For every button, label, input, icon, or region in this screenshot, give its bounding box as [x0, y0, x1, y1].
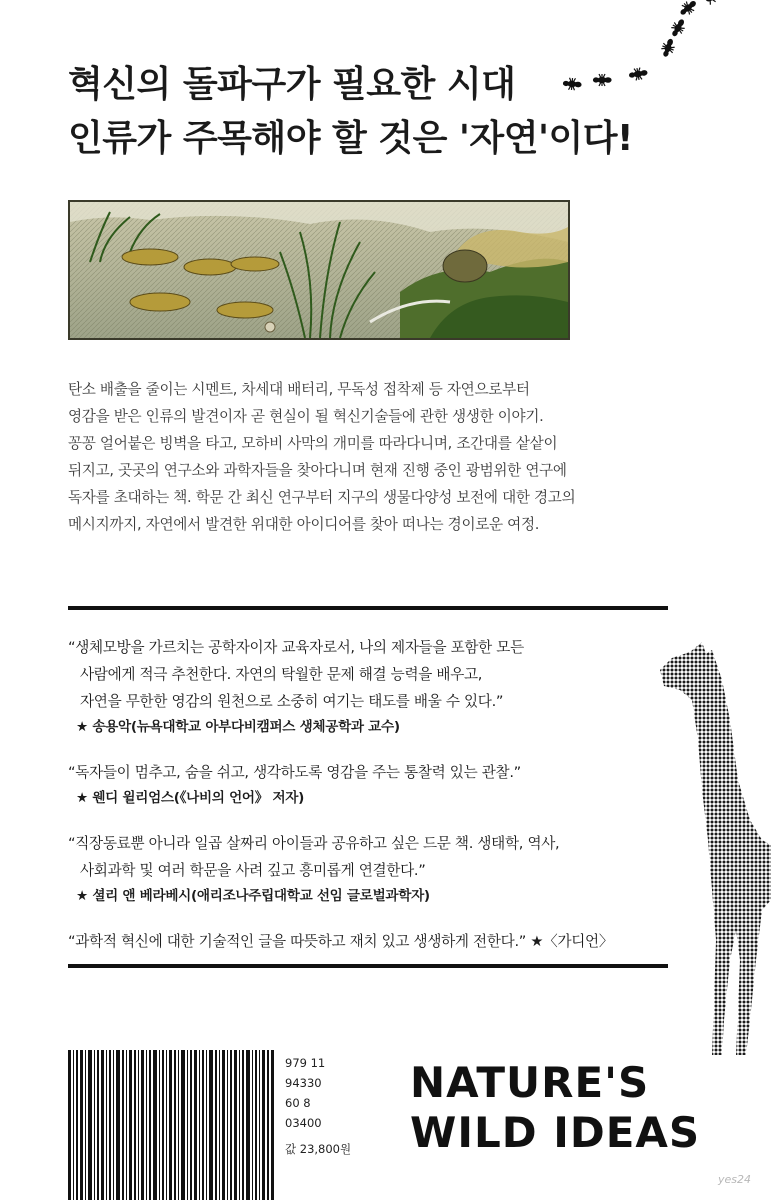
endorsement-quote — [68, 634, 688, 740]
top-divider — [68, 606, 668, 610]
quote-line: “생체모방을 가르치는 공학자이자 교육자로서, 나의 제자들을 포함한 모든 — [68, 639, 524, 656]
endorsement-quote — [68, 830, 688, 909]
isbn-line: 60 8 — [285, 1096, 311, 1110]
endorsement-quote — [68, 928, 688, 955]
isbn-block — [285, 1053, 351, 1159]
quote-line: “과학적 혁신에 대한 기술적인 글을 따뜻하고 재치 있고 생생하게 전한다.” ★〈가디언〉 — [68, 933, 614, 950]
barcode — [68, 1050, 274, 1200]
watermark: yes24 — [718, 1173, 752, 1186]
endorsement-quote — [68, 759, 688, 811]
isbn-line: 979 11 — [285, 1056, 326, 1070]
giraffe-illustration — [650, 640, 771, 1060]
pond-illustration — [68, 200, 570, 340]
isbn-line: 94330 — [285, 1076, 322, 1090]
ant-icon — [669, 17, 688, 38]
headline — [68, 58, 708, 166]
english-title-line-2: WILD IDEAS — [410, 1108, 701, 1157]
quote-line: “직장동료뿐 아니라 일곱 살짜리 아이들과 공유하고 싶은 드문 책. 생태학, 역사, — [68, 835, 560, 852]
description-line: 독자를 초대하는 책. 학문 간 최신 연구부터 지구의 생물다양성 보전에 대한 경고의 — [68, 489, 576, 506]
endorsements — [68, 634, 688, 974]
english-title — [410, 1058, 750, 1158]
quote-source: ★ 송용악(뉴욕대학교 아부다비캠퍼스 생체공학과 교수) — [76, 719, 400, 735]
quote-line: 사회과학 및 여러 학문을 사려 깊고 흥미롭게 연결한다.” — [80, 862, 426, 879]
description-line: 메시지까지, 자연에서 발견한 위대한 아이디어를 찾아 떠나는 경이로운 여정. — [68, 516, 540, 533]
description-line: 영감을 받은 인류의 발견이자 곧 현실이 될 혁신기술들에 관한 생생한 이야기. — [68, 408, 544, 425]
book-description — [68, 376, 688, 538]
headline-line-1: 혁신의 돌파구가 필요한 시대 — [68, 64, 516, 105]
quote-line: “독자들이 멈추고, 숨을 쉬고, 생각하도록 영감을 주는 통찰력 있는 관찰.” — [68, 764, 521, 781]
quote-source: ★ 웬디 윌리엄스(《나비의 언어》 저자) — [76, 790, 305, 806]
quote-line: 사람에게 적극 추천한다. 자연의 탁월한 문제 해결 능력을 배우고, — [80, 666, 483, 683]
headline-line-2: 인류가 주목해야 할 것은 '자연'이다! — [68, 118, 633, 159]
bottom-divider — [68, 964, 668, 968]
quote-source: ★ 셜리 앤 베라베시(애리조나주립대학교 선임 글로벌과학자) — [76, 888, 430, 904]
ant-icon — [704, 0, 721, 5]
description-line: 탄소 배출을 줄이는 시멘트, 차세대 배터리, 무독성 접착제 등 자연으로부터 — [68, 381, 530, 398]
ant-icon — [659, 37, 676, 58]
description-line: 꽁꽁 얼어붙은 빙벽을 타고, 모하비 사막의 개미를 따라다니며, 조간대를 샅샅이 — [68, 435, 558, 452]
english-title-line-1: NATURE'S — [410, 1058, 650, 1107]
isbn-line: 03400 — [285, 1116, 322, 1130]
description-line: 뒤지고, 곳곳의 연구소와 과학자들을 찾아다니며 현재 진행 중인 광범위한 연구에 — [68, 462, 567, 479]
quote-line: 자연을 무한한 영감의 원천으로 소중히 여기는 태도를 배울 수 있다.” — [80, 693, 504, 710]
price-label: 값 23,800원 — [285, 1142, 352, 1156]
ant-icon — [678, 0, 699, 18]
